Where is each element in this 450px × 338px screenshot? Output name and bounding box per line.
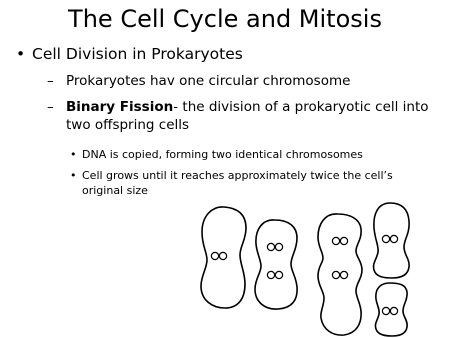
bullet-marker: • — [16, 45, 26, 63]
cell-stage-2 — [255, 220, 297, 309]
cell-stage-1 — [201, 207, 246, 308]
detail-bullet-marker: • — [70, 169, 77, 182]
sub-bullet-text: - the division of a prokaryotic cell into two offspring cells — [66, 99, 429, 133]
sub-bullet-marker: – — [47, 99, 54, 115]
term-binary-fission: Binary Fission — [66, 99, 174, 115]
slide-title: The Cell Cycle and Mitosis — [68, 5, 382, 33]
bullet-text: Cell Division in Prokaryotes — [32, 45, 243, 63]
sub-bullet-text: Prokaryotes hav one circular chromosome — [66, 73, 351, 89]
sub-bullet-marker: – — [47, 73, 54, 89]
detail-bullet-text: Cell grows until it reaches approximately twice the cell’s original size — [82, 169, 393, 197]
detail-bullet-marker: • — [70, 148, 77, 161]
detail-bullet-text: DNA is copied, forming two identical chromosomes — [82, 148, 363, 161]
